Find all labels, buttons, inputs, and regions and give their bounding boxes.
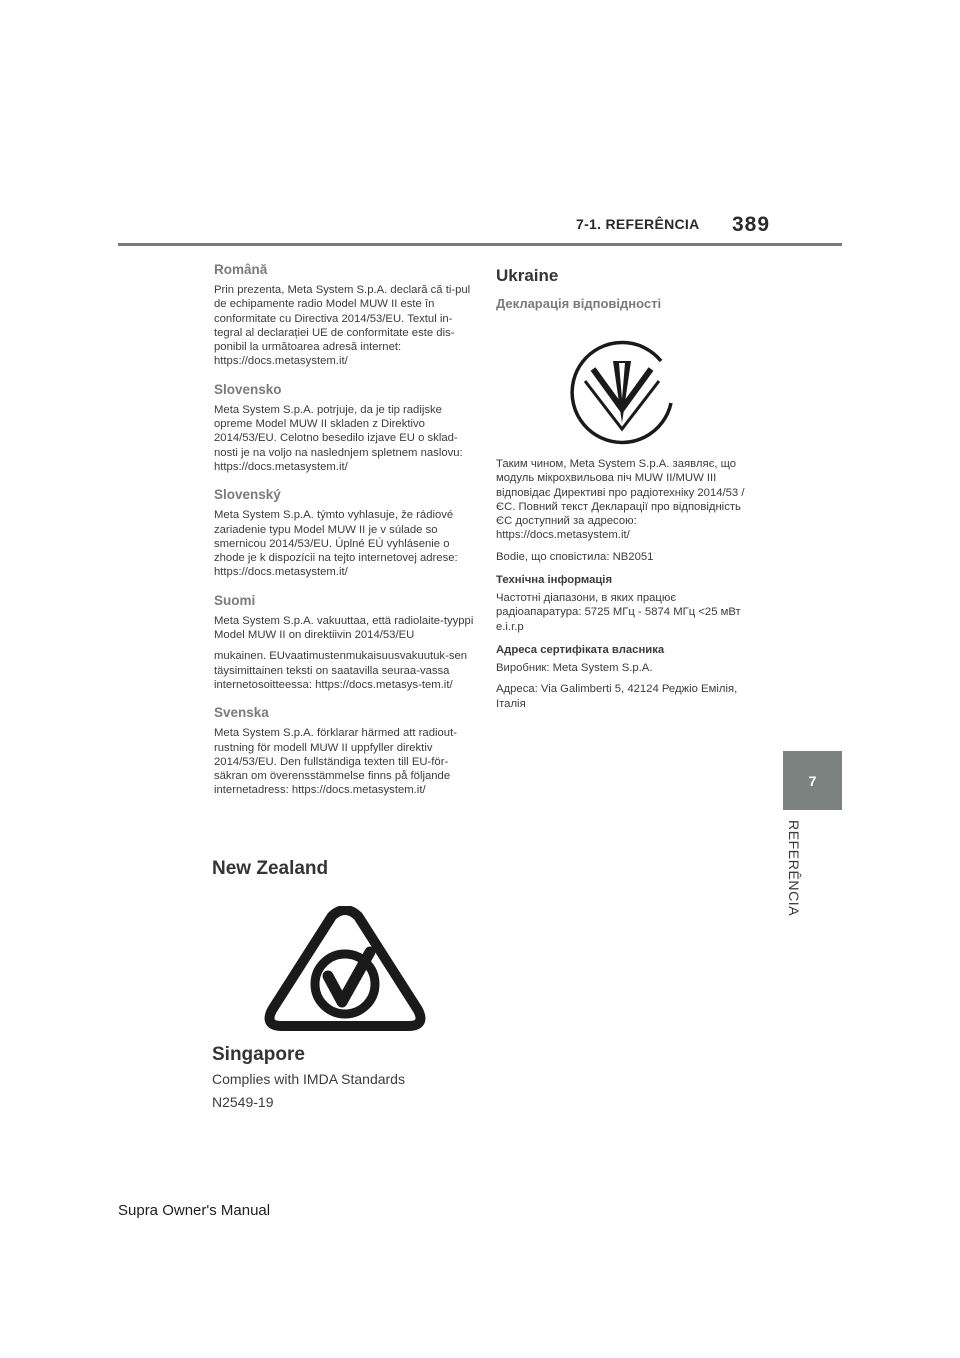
- chapter-side-label: REFERÊNCIA: [786, 820, 802, 917]
- singapore-code: N2549-19: [212, 1094, 274, 1110]
- section-text: Meta System S.p.A. potrjuje, da je tip radijske opreme Model MUW II skladen z Direktivo 2014/53/EU. Celotno besedilo izjave EU o sklad-nosti je na voljo na naslednjem spletnem naslovu: https://docs.metasystem.it/: [214, 403, 463, 473]
- section-heading: Suomi: [214, 592, 256, 608]
- ukraine-manufacturer: Виробник: Meta System S.p.A.: [496, 661, 653, 674]
- ukraine-address: Адреса: Via Galimberti 5, 42124 Реджіо Емілія, Італія: [496, 683, 738, 710]
- chapter-tab[interactable]: 7: [783, 751, 842, 810]
- rcm-compliance-mark-icon: [262, 906, 428, 1034]
- header-rule: [118, 243, 842, 246]
- ukraine-owner-heading: Адреса сертифіката власника: [496, 643, 665, 656]
- ukraine-column: [496, 266, 758, 718]
- section-heading: Svenska: [214, 705, 269, 721]
- section-title: 7-1. REFERÊNCIA: [576, 216, 700, 232]
- ukraine-tech-heading: Технічна інформація: [496, 574, 613, 587]
- section-heading: Română: [214, 262, 268, 277]
- ukraine-subheading: Декларація відповідності: [496, 296, 662, 311]
- section-text: Meta System S.p.A. vakuuttaa, että radiolaite-tyyppi Model MUW II on direktiivin 2014/53/EU: [214, 614, 474, 642]
- section-svenska: [214, 705, 476, 797]
- singapore-standards: Complies with IMDA Standards: [212, 1071, 405, 1087]
- section-slovensko: [214, 382, 476, 474]
- section-text: Meta System S.p.A. týmto vyhlasuje, že rádiové zariadenie typu Model MUW II je v súlade so smernicou 2014/53/EU. Úplné EÚ vyhlásenie o zhode je k dispozícii na tejto internetovej adrese: https://docs.metasystem.it/: [214, 509, 458, 579]
- section-romana: [214, 262, 476, 369]
- footer-manual-title: Supra Owner's Manual: [118, 1202, 271, 1219]
- section-suomi: [214, 593, 476, 692]
- ukraine-conformity-mark-icon: [567, 335, 679, 445]
- new-zealand-heading: New Zealand: [212, 858, 329, 879]
- page-number: 389: [732, 213, 771, 236]
- left-column: [214, 262, 476, 811]
- section-text: Prin prezenta, Meta System S.p.A. declară că ti-pul de echipamente radio Model MUW II este în conformitate cu Directiva 2014/53/EU. Textul in-tegral al declarației UE de conformitate este dis-ponibil la următoarea adresă internet: https://docs.metasystem.it/: [214, 284, 471, 368]
- section-text: mukainen. EUvaatimustenmukaisuusvakuutuk-sen täysimittainen teksti on saatavilla seuraa-vassa internetosoitteessa: https://docs.metasys-tem.it/: [214, 650, 468, 691]
- ukraine-declaration-text: Таким чином, Meta System S.p.A. заявляє, що модуль мікрохвильова піч MUW II/MUW III відповідає Директиві про радіотехніку 2014/53 / ЄС. Повний текст Декларації про відповідність ЄС доступний за адресою: https://docs.metasystem.it/: [496, 458, 745, 542]
- ukraine-notified-body: Bodie, що сповістила: NB2051: [496, 550, 654, 563]
- singapore-heading: Singapore: [212, 1044, 305, 1065]
- section-heading: Slovensko: [214, 381, 282, 397]
- section-slovensky: [214, 487, 476, 579]
- ukraine-heading: Ukraine: [496, 266, 559, 285]
- ukraine-tech-text: Частотні діапазони, в яких працює радіоапаратура: 5725 МГц - 5874 МГц <25 мВт e.i.r.p: [496, 592, 741, 633]
- section-heading: Slovenský: [214, 487, 281, 503]
- ukraine-mark-area: [496, 311, 758, 457]
- section-text: Meta System S.p.A. förklarar härmed att radiout-rustning för modell MUW II uppfyller direktiv 2014/53/EU. Den fullständiga texten till EU-för-säkran om överensstämmelse finns på följande internetadress: https://docs.metasystem.it/: [214, 727, 457, 797]
